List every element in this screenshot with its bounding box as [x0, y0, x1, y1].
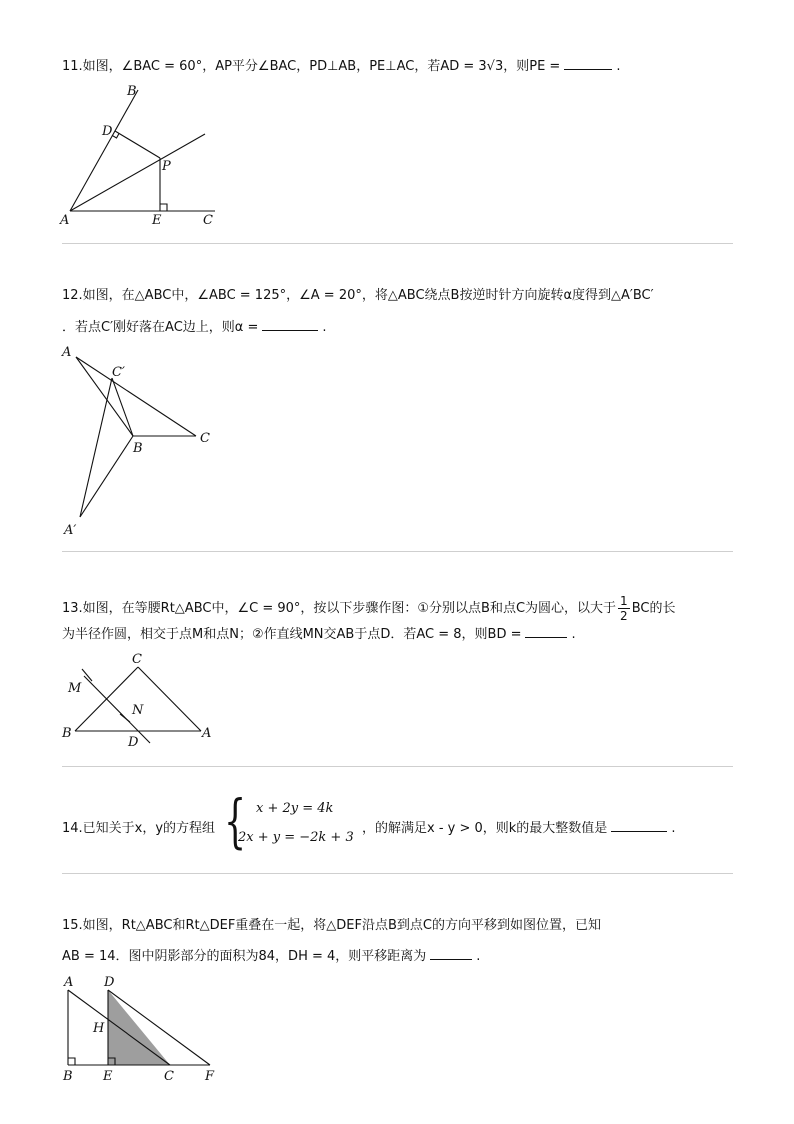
- q11-label-C: C: [203, 213, 213, 228]
- q13-fraction: $\frac{1}{2}$: [620, 594, 628, 623]
- q14-post: ，的解满足x - y > 0，则k的最大整数值是: [362, 821, 608, 836]
- q15-label-C: C: [164, 1069, 174, 1084]
- system-brace: {: [224, 787, 247, 855]
- q13-line1: 13.如图，在等腰Rt△ABC中，∠C = 90°，按以下步骤作图：①分别以点B和点C为圆心，以大于: [62, 601, 617, 616]
- q12-label-B: B: [133, 441, 143, 456]
- q11-label-A: A: [60, 213, 70, 228]
- q11-label-P: P: [162, 159, 171, 174]
- q11-label-D: D: [102, 124, 113, 139]
- q15-label-F: F: [205, 1069, 215, 1084]
- q12-line1: 12.如图，在△ABC中，∠ABC = 125°，∠A = 20°，将△ABC绕点B按逆时针方向旋转α度得到△A′BC′: [62, 288, 654, 303]
- q15-line2: AB = 14．图中阴影部分的面积为84，DH = 4，则平移距离为: [62, 949, 427, 964]
- q15-label-H: H: [93, 1021, 105, 1036]
- q14-eq1: x + 2y = 4k: [256, 801, 334, 816]
- shaded-region: [108, 990, 170, 1065]
- q12-label-A-prime: A′: [64, 523, 77, 538]
- q15-label-A: A: [64, 975, 74, 990]
- q11-label-E: E: [152, 213, 162, 228]
- q13-label-N: N: [132, 703, 144, 718]
- q15-line1: 15.如图，Rt△ABC和Rt△DEF重叠在一起，将△DEF沿点B到点C的方向平移到如图位置，已知: [62, 918, 601, 933]
- q15-label-E: E: [103, 1069, 113, 1084]
- q13-label-A: A: [202, 726, 212, 741]
- q12-label-C: C: [200, 431, 210, 446]
- q13-label-B: B: [62, 726, 72, 741]
- q12-line2: ．若点C′刚好落在AC边上，则α =: [62, 320, 259, 335]
- q14-eq2: 2x + y = −2k + 3: [238, 830, 354, 845]
- q13-label-M: M: [68, 681, 82, 696]
- q13-line2: 为半径作圆，相交于点M和点N；②作直线MN交AB于点D．若AC = 8，则BD =: [62, 627, 522, 642]
- q13-label-D: D: [128, 735, 139, 750]
- q14-pre: 14.已知关于x，y的方程组: [62, 821, 216, 836]
- q12-label-C-prime: C′: [112, 365, 125, 380]
- q13-label-C: C: [132, 652, 142, 667]
- q15-label-D: D: [104, 975, 115, 990]
- q15-label-B: B: [63, 1069, 73, 1084]
- q11-label-B: B: [127, 84, 137, 99]
- q12-label-A: A: [62, 345, 72, 360]
- q11-text: 11.如图，∠BAC = 60°，AP平分∠BAC，PD⊥AB，PE⊥AC，若AD = 3√3，则PE =: [62, 59, 561, 74]
